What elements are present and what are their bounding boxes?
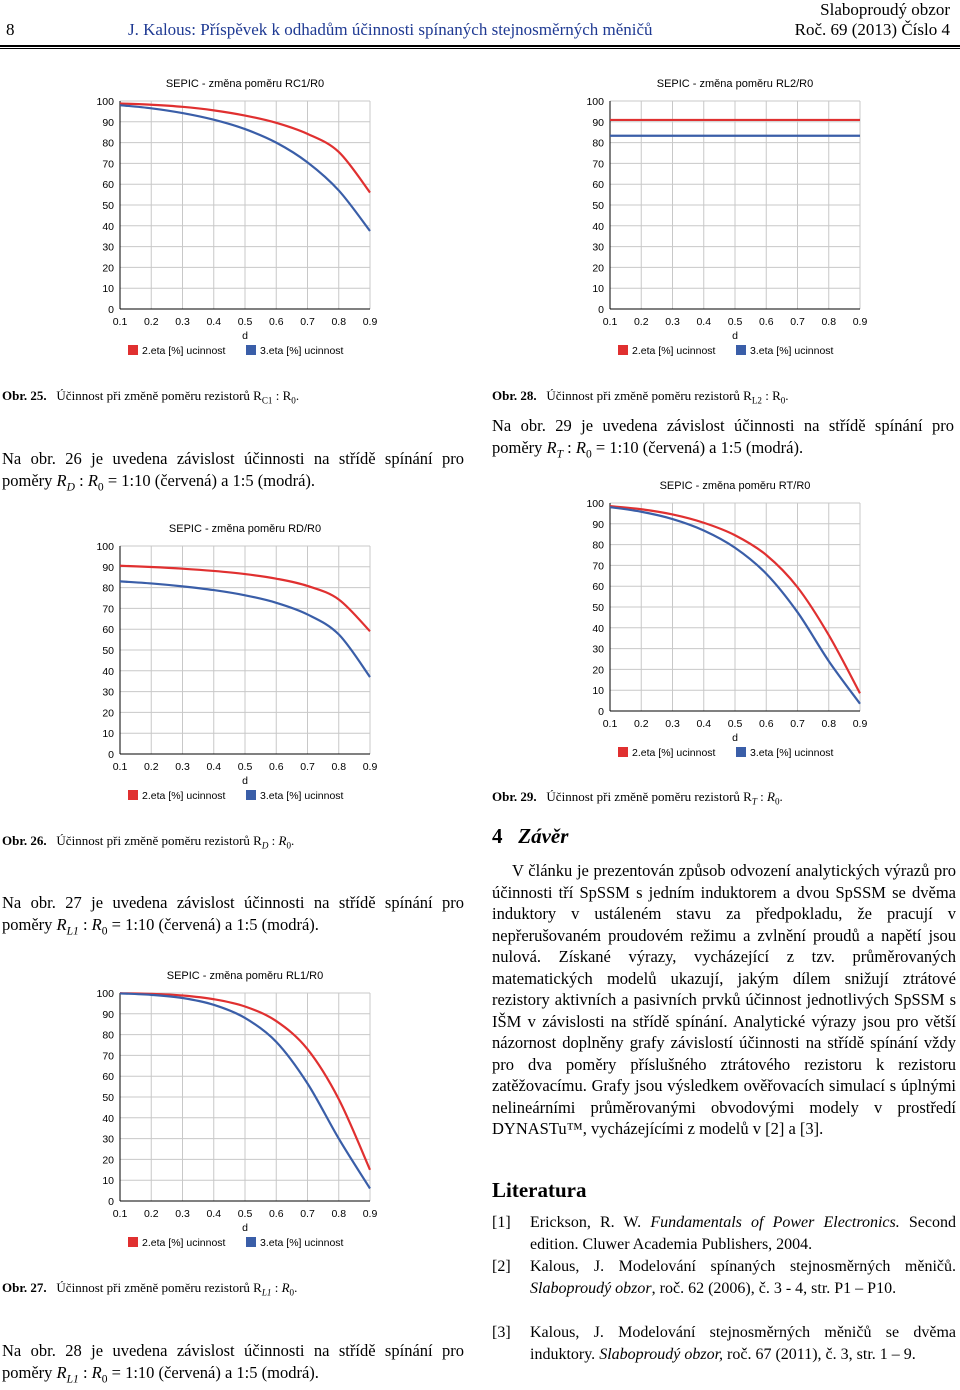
y-tick-label: 80	[102, 582, 114, 595]
x-tick-label: 0.2	[143, 1208, 159, 1220]
y-tick-label: 20	[102, 1154, 114, 1167]
y-tick-label: 0	[598, 304, 604, 316]
x-tick-label: 0.7	[790, 718, 805, 730]
x-tick-label: 0.3	[175, 761, 190, 773]
reference-3: [3] Kalous, J. Modelování stejnosměrných měničů se dvěma induktory. Slaboproudý obzor, roč. 67 (2011), č. 3, str. 1 – 9.	[492, 1324, 956, 1363]
legend-label: 3.eta [%] ucinnost	[750, 747, 834, 759]
x-tick-label: 0.3	[175, 1208, 190, 1220]
y-tick-label: 50	[102, 1092, 114, 1104]
x-tick-label: 0.6	[268, 1208, 284, 1220]
y-tick-label: 30	[102, 1133, 114, 1146]
y-tick-label: 80	[102, 1029, 114, 1042]
y-tick-label: 10	[592, 283, 604, 296]
x-tick-label: 0.8	[821, 316, 837, 328]
x-tick-label: 0.7	[790, 316, 805, 328]
legend-swatch	[246, 790, 256, 800]
y-tick-label: 90	[592, 518, 604, 531]
x-tick-label: 0.1	[602, 316, 618, 328]
y-tick-label: 30	[592, 643, 604, 656]
section-heading-zaver: 4 Závěr	[492, 824, 569, 848]
x-axis-label: d	[242, 1222, 248, 1234]
legend-label: 2.eta [%] ucinnost	[142, 790, 226, 802]
x-tick-label: 0.5	[727, 316, 743, 328]
x-tick-label: 0.6	[268, 761, 284, 773]
y-tick-label: 10	[102, 728, 114, 741]
chart-rd	[78, 515, 378, 815]
y-tick-label: 50	[102, 645, 114, 657]
paragraph-fig29: Na obr. 29 je uvedena závislost účinnosti na střídě spínání pro poměry $R_T$ : $R_0$ = 1:10 (červená) a 1:5 (modrá).	[492, 416, 954, 460]
x-tick-label: 0.6	[758, 316, 774, 328]
y-tick-label: 60	[592, 581, 604, 594]
x-tick-label: 0.8	[821, 718, 837, 730]
x-tick-label: 0.1	[112, 1208, 128, 1220]
legend-swatch	[246, 1237, 256, 1247]
y-tick-label: 60	[592, 179, 604, 192]
header-rule-thin	[0, 48, 960, 49]
y-tick-label: 100	[586, 96, 604, 108]
legend-swatch	[618, 345, 628, 355]
reference-2: [2] Kalous, J. Modelování spínaných stejnosměrných měničů. Slaboproudý obzor, roč. 62 (2006), č. 3 - 4, str. P1 – P10.	[492, 1258, 956, 1297]
caption-fig27: Obr. 27. Účinnost při změně poměru rezistorů $R_{L1}$ : $R_0$.	[2, 1280, 298, 1298]
y-tick-label: 80	[592, 539, 604, 552]
y-tick-label: 0	[598, 706, 604, 718]
y-tick-label: 10	[102, 283, 114, 296]
legend-swatch	[128, 345, 138, 355]
x-tick-label: 0.2	[143, 316, 159, 328]
y-tick-label: 100	[586, 498, 604, 510]
references-heading: Literatura	[492, 1178, 587, 1202]
y-tick-label: 20	[592, 664, 604, 677]
y-tick-label: 40	[592, 622, 604, 635]
y-tick-label: 20	[102, 262, 114, 275]
y-tick-label: 80	[592, 137, 604, 150]
y-tick-label: 80	[102, 137, 114, 150]
y-tick-label: 10	[102, 1175, 114, 1188]
y-tick-label: 20	[102, 707, 114, 720]
paragraph-fig28: Na obr. 28 je uvedena závislost účinnosti na střídě spínání pro poměry $R_{L1}$ : $R_0$ = 1:10 (červená) a 1:5 (modrá).	[2, 1341, 464, 1385]
x-tick-label: 0.8	[331, 1208, 347, 1220]
y-tick-label: 70	[102, 1050, 114, 1063]
chart-rl2	[568, 70, 868, 370]
x-tick-label: 0.2	[633, 718, 649, 730]
x-tick-label: 0.3	[665, 718, 680, 730]
legend-swatch	[736, 345, 746, 355]
paragraph-fig26: Na obr. 26 je uvedena závislost účinnosti na střídě spínání pro poměry $R_D$ : $R_0$ = 1:10 (červená) a 1:5 (modrá).	[2, 449, 464, 493]
legend-swatch	[246, 345, 256, 355]
y-tick-label: 50	[592, 200, 604, 212]
x-tick-label: 0.5	[237, 316, 253, 328]
x-tick-label: 0.7	[300, 761, 315, 773]
caption-fig26: Obr. 26. Účinnost při změně poměru rezistorů $R_D$ : $R_0$.	[2, 833, 295, 851]
y-tick-label: 100	[96, 541, 114, 553]
legend-label: 2.eta [%] ucinnost	[142, 345, 226, 357]
x-tick-label: 0.8	[331, 316, 347, 328]
x-tick-label: 0.9	[852, 718, 868, 730]
y-tick-label: 30	[102, 241, 114, 254]
x-tick-label: 0.5	[727, 718, 743, 730]
journal-issue: Roč. 69 (2013) Číslo 4	[794, 20, 950, 39]
y-tick-label: 70	[592, 158, 604, 171]
x-tick-label: 0.9	[362, 316, 378, 328]
header-rule	[0, 45, 960, 47]
legend-label: 2.eta [%] ucinnost	[632, 747, 716, 759]
chart-title: SEPIC - změna poměru RD/R0	[168, 523, 322, 535]
y-tick-label: 50	[102, 200, 114, 212]
y-tick-label: 40	[102, 665, 114, 678]
legend-label: 2.eta [%] ucinnost	[142, 1237, 226, 1249]
y-tick-label: 70	[102, 158, 114, 171]
legend-label: 3.eta [%] ucinnost	[260, 345, 344, 357]
y-tick-label: 70	[102, 603, 114, 616]
y-tick-label: 60	[102, 179, 114, 192]
x-tick-label: 0.6	[758, 718, 774, 730]
y-tick-label: 90	[102, 561, 114, 574]
y-tick-label: 90	[102, 1008, 114, 1021]
x-tick-label: 0.9	[852, 316, 868, 328]
legend-swatch	[128, 1237, 138, 1247]
legend-label: 3.eta [%] ucinnost	[260, 1237, 344, 1249]
caption-fig25: Obr. 25. Účinnost při změně poměru rezistorů $R_{C1}$ : $R_0$.	[2, 388, 300, 406]
section-zaver-text: V článku je prezentován způsob odvození analytických výrazů pro účinnosti tří SpSSM s jedním induktorem a dvou SpSSM se dvěma induktory v ustáleném stavu za předpokladu, že pracují v nepřerušovaném proudovém režimu a zvlnění proudů a napětí jsou nulová. Získané výrazy, vycházející z tzv. průměrovaných matematických modelů ukazují, jakým dílem snižují ztrátové rezistory aktivních a pasivních prvků účinnost jednotlivých SpSSM s IŠM v závislosti na střídě spínání. Analytické výrazy jsou pro větší názornost doplněny grafy závislostí účinnosti na střídě spínání vždy pro dva poměry příslušného ztrátového rezistoru k rezistoru zatěžovacímu. Grafy jsou výsledkem ověřovacích simulací s úplnými nelineárními průměrovanými obvodovými modely v prostředí DYNASTu™, vycházejícími z modelů v [2] a [3].	[492, 861, 956, 1138]
x-tick-label: 0.1	[112, 316, 128, 328]
y-tick-label: 0	[108, 304, 114, 316]
x-tick-label: 0.5	[237, 761, 253, 773]
y-tick-label: 30	[592, 241, 604, 254]
caption-fig29: Obr. 29. Účinnost při změně poměru rezistorů $R_T$ : $R_0$.	[492, 789, 783, 807]
x-tick-label: 0.7	[300, 1208, 315, 1220]
x-axis-label: d	[242, 775, 248, 787]
x-tick-label: 0.3	[665, 316, 680, 328]
x-tick-label: 0.1	[602, 718, 618, 730]
x-axis-label: d	[732, 732, 738, 744]
x-tick-label: 0.2	[633, 316, 649, 328]
x-tick-label: 0.7	[300, 316, 315, 328]
chart-title: SEPIC - změna poměru RC1/R0	[165, 78, 325, 90]
y-tick-label: 20	[592, 262, 604, 275]
x-tick-label: 0.9	[362, 1208, 378, 1220]
x-tick-label: 0.5	[237, 1208, 253, 1220]
y-tick-label: 60	[102, 624, 114, 637]
legend-label: 3.eta [%] ucinnost	[260, 790, 344, 802]
x-tick-label: 0.6	[268, 316, 284, 328]
y-tick-label: 0	[108, 749, 114, 761]
x-tick-label: 0.4	[206, 761, 222, 773]
caption-fig28: Obr. 28. Účinnost při změně poměru rezistorů $R_{L2}$ : $R_0$.	[492, 388, 789, 406]
x-tick-label: 0.4	[696, 316, 712, 328]
chart-rl1	[78, 962, 378, 1262]
journal-name: Slaboproudý obzor	[820, 0, 950, 19]
y-tick-label: 70	[592, 560, 604, 573]
chart-title: SEPIC - změna poměru RT/R0	[659, 480, 811, 492]
y-tick-label: 60	[102, 1071, 114, 1084]
y-tick-label: 40	[592, 220, 604, 233]
legend-swatch	[736, 747, 746, 757]
y-tick-label: 0	[108, 1196, 114, 1208]
y-tick-label: 40	[102, 220, 114, 233]
x-axis-label: d	[732, 330, 738, 342]
x-tick-label: 0.4	[696, 718, 712, 730]
reference-1: [1] Erickson, R. W. Fundamentals of Power Electronics. Second edition. Cluwer Academia Publishers, 2004.	[492, 1214, 957, 1253]
y-tick-label: 90	[592, 116, 604, 129]
page-number: 8	[6, 20, 15, 39]
x-tick-label: 0.4	[206, 1208, 222, 1220]
chart-rc1	[78, 70, 378, 370]
y-tick-label: 50	[592, 602, 604, 614]
x-tick-label: 0.8	[331, 761, 347, 773]
legend-swatch	[128, 790, 138, 800]
x-tick-label: 0.4	[206, 316, 222, 328]
legend-swatch	[618, 747, 628, 757]
legend-label: 3.eta [%] ucinnost	[750, 345, 834, 357]
chart-title: SEPIC - změna poměru RL1/R0	[166, 970, 324, 982]
x-axis-label: d	[242, 330, 248, 342]
y-tick-label: 100	[96, 96, 114, 108]
y-tick-label: 30	[102, 686, 114, 699]
y-tick-label: 10	[592, 685, 604, 698]
x-tick-label: 0.9	[362, 761, 378, 773]
running-title: J. Kalous: Příspěvek k odhadům účinnosti spínaných stejnosměrných měničů	[128, 20, 653, 39]
chart-rt	[568, 472, 868, 772]
y-tick-label: 100	[96, 988, 114, 1000]
chart-title: SEPIC - změna poměru RL2/R0	[656, 78, 814, 90]
x-tick-label: 0.2	[143, 761, 159, 773]
x-tick-label: 0.3	[175, 316, 190, 328]
y-tick-label: 90	[102, 116, 114, 129]
x-tick-label: 0.1	[112, 761, 128, 773]
legend-label: 2.eta [%] ucinnost	[632, 345, 716, 357]
y-tick-label: 40	[102, 1112, 114, 1125]
paragraph-fig27: Na obr. 27 je uvedena závislost účinnosti na střídě spínání pro poměry $R_{L1}$ : $R_0$ = 1:10 (červená) a 1:5 (modrá).	[2, 893, 464, 937]
